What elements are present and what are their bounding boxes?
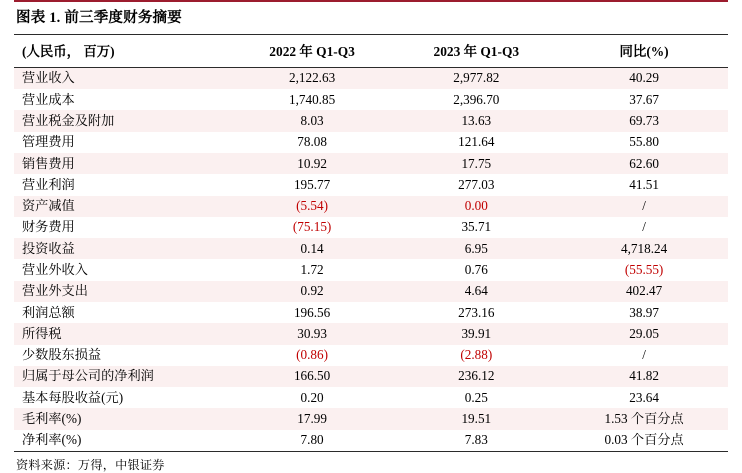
cell-yoy: / [642,347,646,363]
table-row [14,67,728,89]
row-label: 营业成本 [22,91,75,107]
cell-2023: 35.71 [461,219,492,235]
table-row [14,174,728,195]
cell-yoy: (55.55) [624,261,664,277]
table-row [14,366,728,387]
cell-yoy: 23.64 [629,389,659,405]
table-row [14,89,728,110]
cell-2022: (5.54) [232,196,393,217]
column-header-2023: 2023 年 Q1-Q3 [392,34,560,67]
cell-yoy: 55.80 [629,134,659,150]
cell-2022: (0.86) [296,347,329,363]
table-header-row [14,34,728,67]
cell-2022: 196.56 [293,304,331,320]
row-label: 营业外收入 [22,261,88,277]
cell-2022: 166.50 [232,366,393,387]
cell-2022: 0.92 [232,281,393,302]
table-row [14,430,728,451]
column-header-yoy: 同比(%) [560,34,728,67]
cell-2023: 0.25 [464,389,488,405]
cell-yoy: 40.29 [560,67,728,89]
table-row [14,132,728,153]
row-label: 财务费用 [22,219,75,235]
table-row [14,196,728,217]
row-label: 基本每股收益(元) [22,389,124,405]
source-wrap [14,451,728,473]
row-label: 销售费用 [14,153,232,174]
table-row [14,110,728,131]
cell-2022: 0.20 [300,389,324,405]
cell-2023: 236.12 [392,366,560,387]
row-label: 所得税 [14,323,232,344]
table-row [14,302,728,323]
cell-2023: 273.16 [458,304,495,320]
cell-yoy: 41.82 [560,366,728,387]
cell-yoy: 41.51 [629,176,659,192]
page-title: 图表 1. 前三季度财务摘要 [16,10,182,26]
table-body [14,67,728,451]
cell-yoy: 402.47 [560,281,728,302]
cell-2022: 78.08 [297,134,327,150]
row-label: 利润总额 [22,304,75,320]
cell-2022: 30.93 [232,323,393,344]
table-row [14,217,728,238]
cell-yoy: 62.60 [560,153,728,174]
source-note: 资料来源：万得，中银证券 [16,457,165,472]
row-label: 毛利率(%) [14,408,232,429]
cell-2022: (75.15) [292,219,332,235]
cell-2023: 6.95 [392,238,560,259]
cell-2022: 17.99 [232,408,393,429]
cell-yoy: 29.05 [560,323,728,344]
row-label: 营业收入 [14,67,232,89]
row-label: 营业外支出 [14,281,232,302]
cell-2023: 13.63 [392,110,560,131]
column-header-2022: 2022 年 Q1-Q3 [232,34,393,67]
cell-2023: 4.64 [392,281,560,302]
cell-yoy: / [642,219,646,235]
row-label: 净利率(%) [22,432,82,448]
cell-2022: 7.80 [300,432,324,448]
cell-yoy: 37.67 [629,91,659,107]
table-row [14,323,728,344]
cell-2023: 2,977.82 [392,67,560,89]
cell-2022: 0.14 [232,238,393,259]
cell-2023: 19.51 [392,408,560,429]
column-header-item: (人民币， 百万) [14,34,232,67]
row-label: 管理费用 [22,134,75,150]
cell-2022: 8.03 [232,110,393,131]
row-label: 营业税金及附加 [14,110,232,131]
cell-2023: 0.00 [392,196,560,217]
table-row [14,408,728,429]
row-label: 资产减值 [14,196,232,217]
cell-2022: 195.77 [293,176,331,192]
cell-2023: 39.91 [392,323,560,344]
cell-yoy: 4,718.24 [560,238,728,259]
cell-2023: (2.88) [460,347,493,363]
cell-2023: 277.03 [458,176,495,192]
table-header [14,34,728,67]
cell-2023: 2,396.70 [453,91,500,107]
row-label: 投资收益 [14,238,232,259]
cell-2022: 1,740.85 [289,91,336,107]
title-bar [14,0,728,34]
cell-2023: 121.64 [458,134,495,150]
cell-yoy: / [560,196,728,217]
row-label: 营业利润 [22,176,75,192]
table-row [14,281,728,302]
cell-2023: 7.83 [464,432,488,448]
cell-2023: 17.75 [392,153,560,174]
table-row [14,153,728,174]
cell-yoy: 38.97 [629,304,659,320]
table-row [14,345,728,366]
table-row [14,387,728,408]
row-label: 少数股东损益 [22,347,102,363]
cell-yoy: 0.03 个百分点 [604,432,684,448]
cell-2022: 10.92 [232,153,393,174]
table-row [14,259,728,280]
cell-yoy: 1.53 个百分点 [560,408,728,429]
table-row [14,238,728,259]
cell-2022: 2,122.63 [232,67,393,89]
financial-summary-table [14,34,728,451]
cell-yoy: 69.73 [560,110,728,131]
cell-2023: 0.76 [464,261,488,277]
row-label: 归属于母公司的净利润 [14,366,232,387]
cell-2022: 1.72 [300,261,324,277]
